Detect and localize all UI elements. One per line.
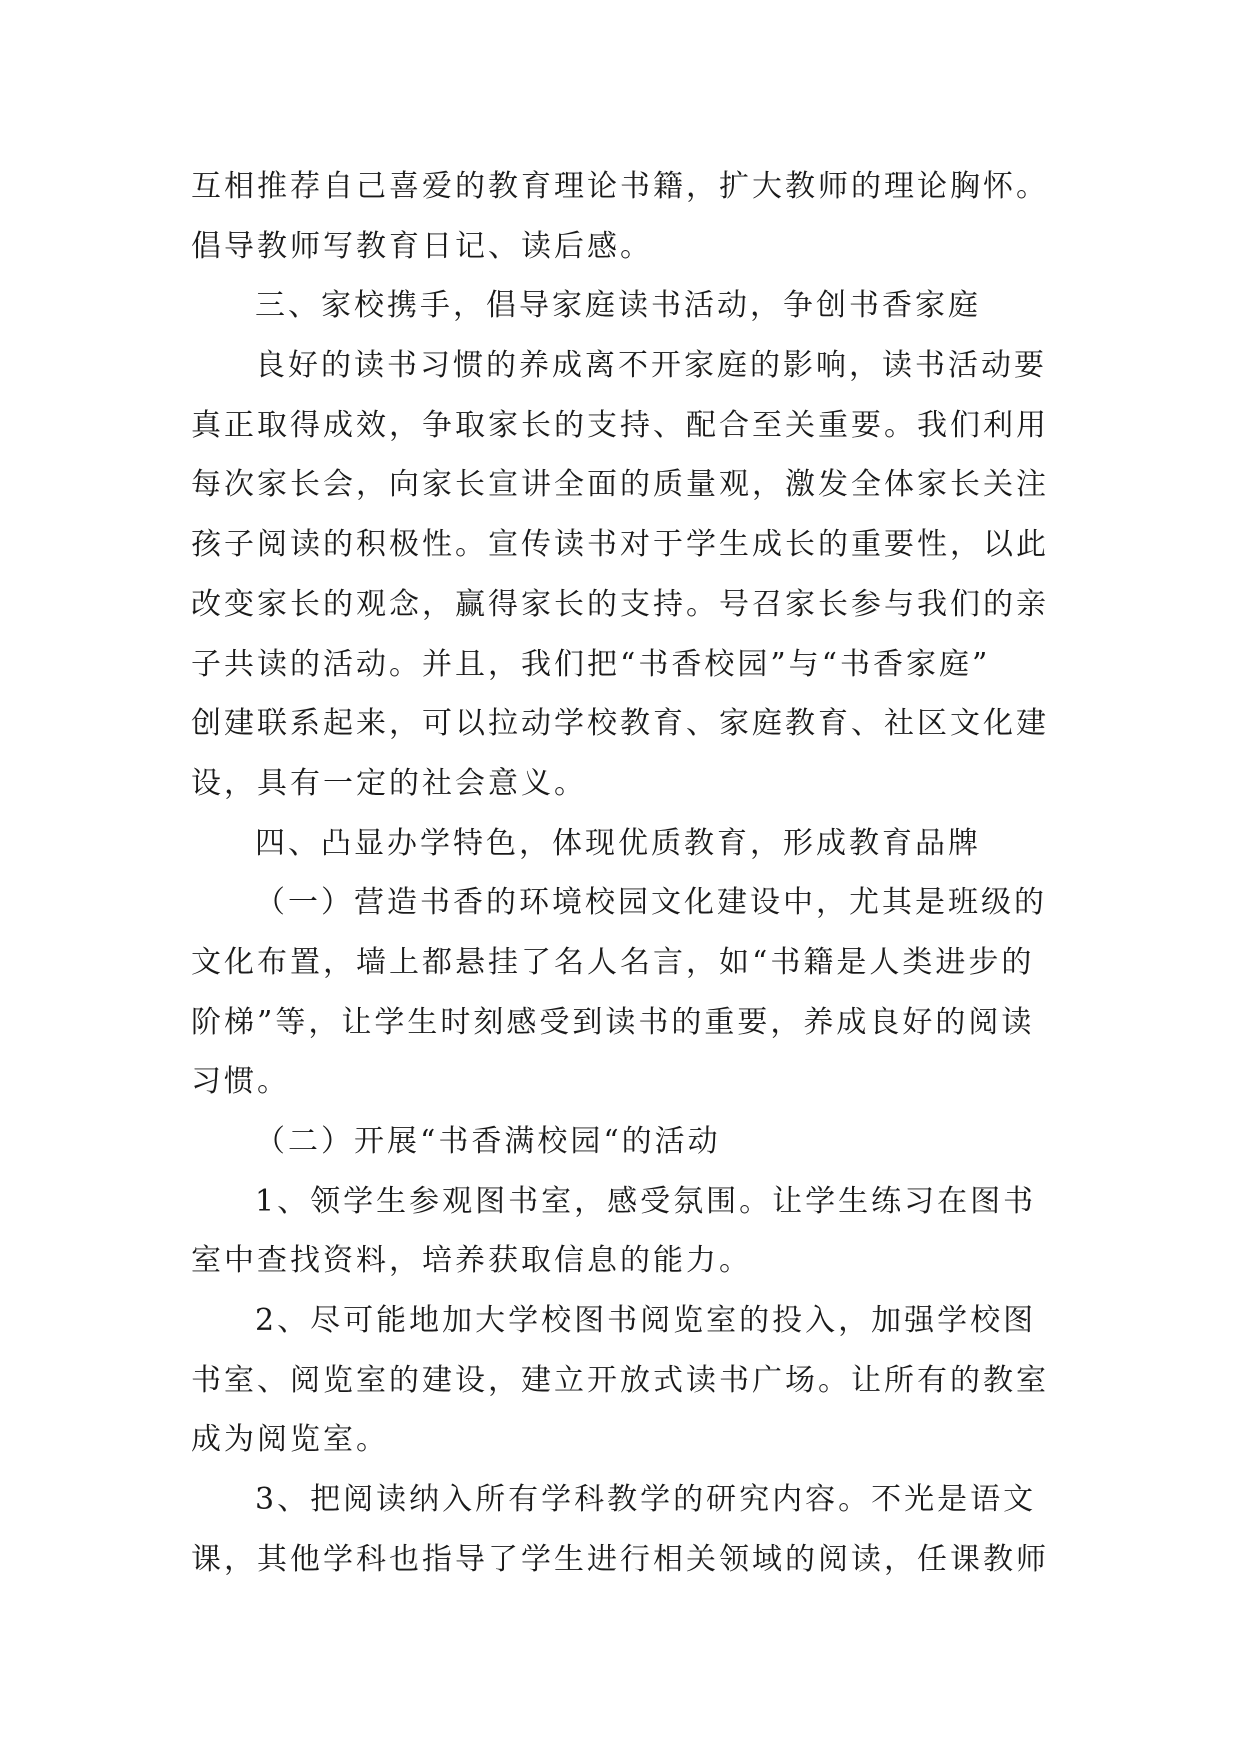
body-text: [191, 157, 1061, 1590]
text-line: 课，其他学科也指导了学生进行相关领域的阅读，任课教师: [191, 1541, 1049, 1577]
text-line: 设，具有一定的社会意义。: [191, 765, 587, 801]
text-line: 互相推荐自己喜爱的教育理论书籍，扩大教师的理论胸怀。: [191, 169, 1049, 204]
text-line: 三、家校携手，倡导家庭读书活动，争创书香家庭: [255, 288, 981, 324]
text-line: 书室、阅览室的建设，建立开放式读书广场。让所有的教室: [191, 1362, 1049, 1398]
text-line: 倡导教师写教育日记、读后感。: [191, 228, 653, 264]
text-line: 真正取得成效，争取家长的支持、配合至关重要。我们利用: [191, 407, 1049, 443]
text-line: 孩子阅读的积极性。宣传读书对于学生成长的重要性，以此: [191, 527, 1049, 563]
text-line: 3、把阅读纳入所有学科教学的研究内容。不光是语文: [255, 1482, 1037, 1518]
text-line: 创建联系起来，可以拉动学校教育、家庭教育、社区文化建: [191, 706, 1049, 742]
text-line: （一）营造书香的环境校园文化建设中，尤其是班级的: [255, 885, 1047, 921]
text-line: 文化布置，墙上都悬挂了名人名言，如“书籍是人类进步的: [191, 944, 1035, 980]
text-line: 每次家长会，向家长宣讲全面的质量观，激发全体家长关注: [191, 467, 1049, 503]
text-line: 2、尽可能地加大学校图书阅览室的投入，加强学校图: [255, 1303, 1037, 1339]
text-line: 改变家长的观念，赢得家长的支持。号召家长参与我们的亲: [191, 586, 1049, 622]
text-line: 阶梯”等，让学生时刻感受到读书的重要，养成良好的阅读: [191, 1004, 1035, 1040]
text-line: 1、领学生参观图书室，感受氛围。让学生练习在图书: [255, 1183, 1037, 1219]
text-line: 成为阅览室。: [191, 1422, 389, 1458]
text-line: （二）开展“书香满校园“的活动: [255, 1124, 721, 1159]
text-line: 子共读的活动。并且，我们把“书香校园”与“书香家庭”: [191, 646, 991, 682]
text-line: 习惯。: [191, 1064, 290, 1100]
text-line: 四、凸显办学特色，体现优质教育，形成教育品牌: [255, 825, 981, 861]
text-line: 室中查找资料，培养获取信息的能力。: [191, 1243, 752, 1279]
text-line: 良好的读书习惯的养成离不开家庭的影响，读书活动要: [255, 348, 1047, 384]
